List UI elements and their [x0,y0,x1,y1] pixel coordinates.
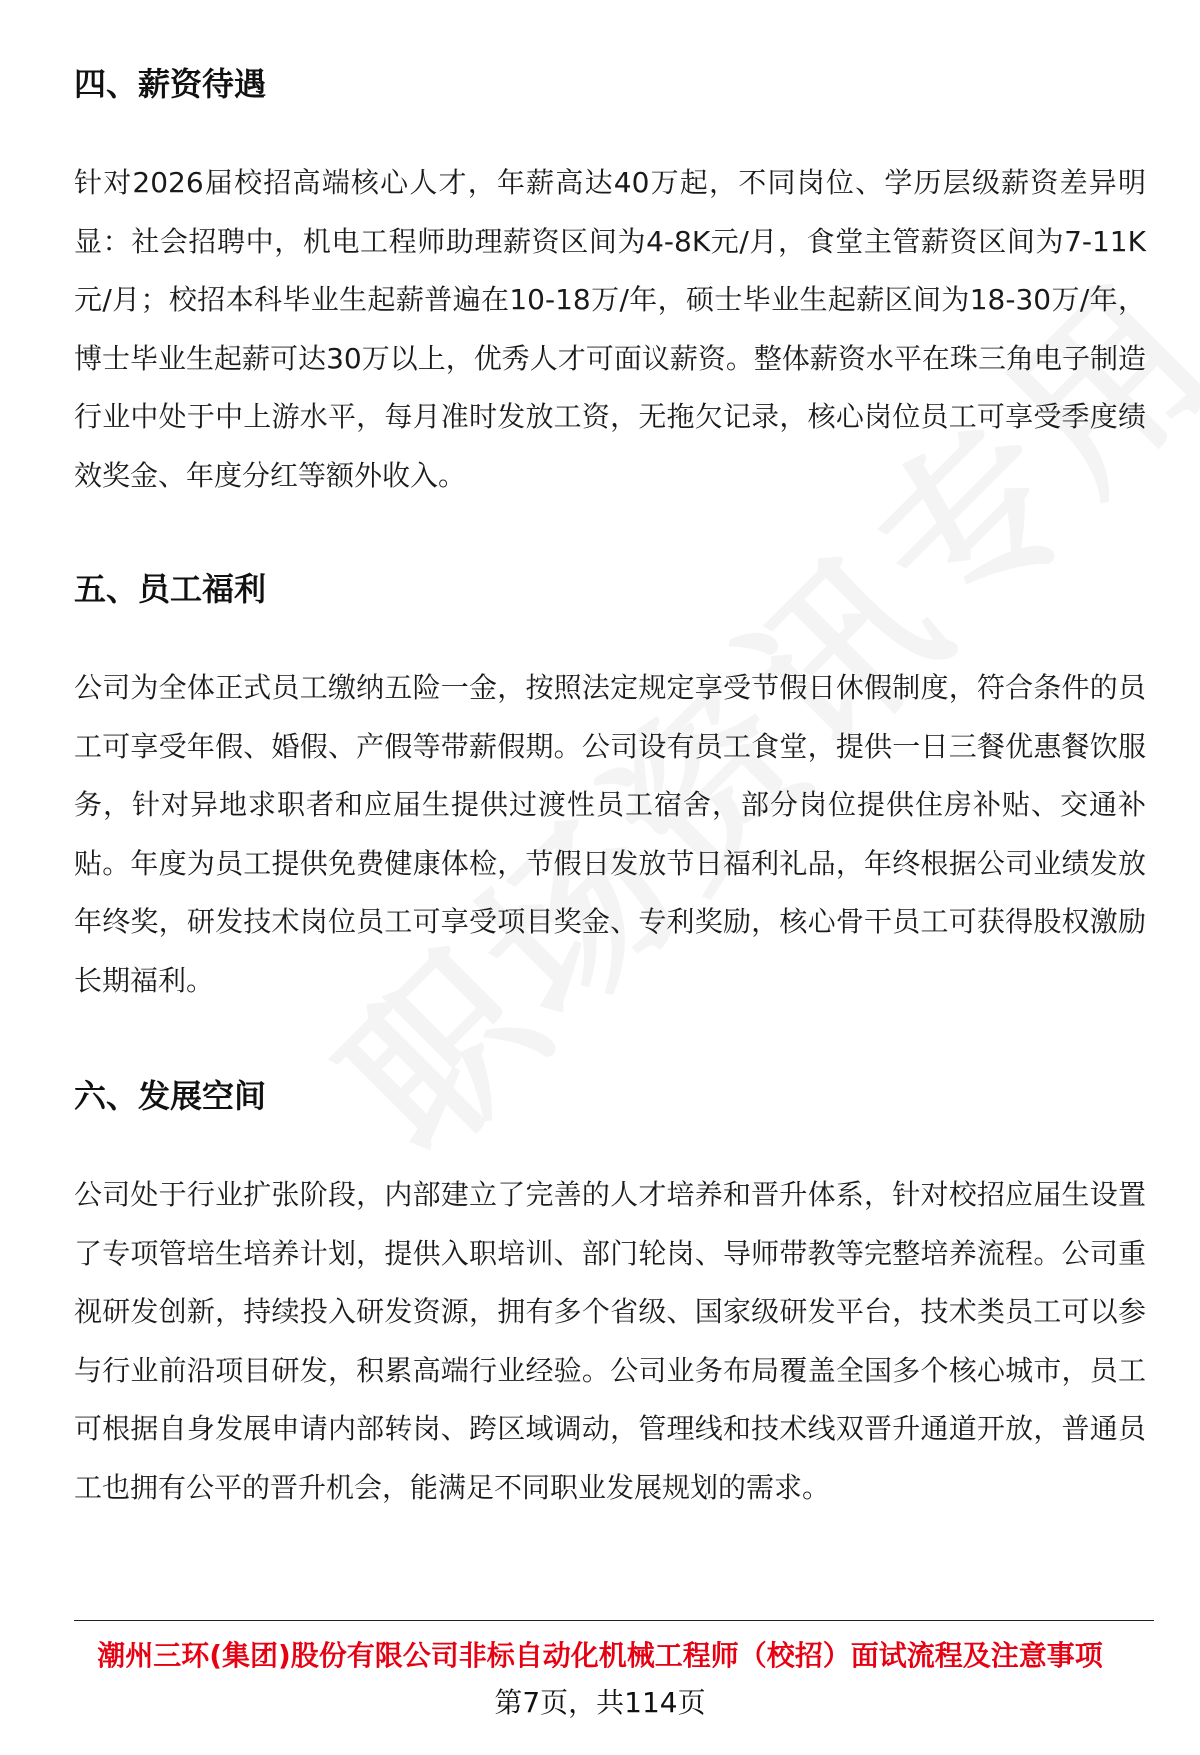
section-paragraph: 公司处于行业扩张阶段，内部建立了完善的人才培养和晋升体系，针对校招应届生设置了专项管培生培养计划，提供入职培训、部门轮岗、导师带教等完整培养流程。公司重视研发创新，持续投入研发资源，拥有多个省级、国家级研发平台，技术类员工可以参与行业前沿项目研发，积累高端行业经验。公司业务布局覆盖全国多个核心城市，员工可根据自身发展申请内部转岗、跨区域调动，管理线和技术线双晋升通道开放，普通员工也拥有公平的晋升机会，能满足不同职业发展规划的需求。 [74,1178,1146,1504]
section-heading: 四、薪资待遇 [74,65,267,103]
section-heading: 五、员工福利 [74,570,267,608]
section-development [74,1074,1146,1517]
section-paragraph: 公司为全体正式员工缴纳五险一金，按照法定规定享受节假日休假制度，符合条件的员工可享受年假、婚假、产假等带薪假期。公司设有员工食堂，提供一日三餐优惠餐饮服务，针对异地求职者和应届生提供过渡性员工宿舍，部分岗位提供住房补贴、交通补贴。年度为员工提供免费健康体检，节假日发放节日福利礼品，年终根据公司业绩发放年终奖，研发技术岗位员工可享受项目奖金、专利奖励，核心骨干员工可获得股权激励长期福利。 [74,671,1146,997]
section-benefits [74,567,1146,1010]
footer-divider [74,1620,1154,1621]
page-content [74,62,1146,1575]
section-paragraph: 针对2026届校招高端核心人才，年薪高达40万起，不同岗位、学历层级薪资差异明显：社会招聘中，机电工程师助理薪资区间为4-8K元/月，食堂主管薪资区间为7-11K元/月；校招本科毕业生起薪普遍在10-18万/年，硕士毕业生起薪区间为18-30万/年，博士毕业生起薪可达30万以上，优秀人才可面议薪资。整体薪资水平在珠三角电子制造行业中处于中上游水平，每月准时发放工资，无拖欠记录，核心岗位员工可享受季度绩效奖金、年度分红等额外收入。 [74,166,1146,492]
footer-document-title: 潮州三环(集团)股份有限公司非标自动化机械工程师（校招）面试流程及注意事项 [97,1639,1103,1672]
section-salary [74,62,1146,505]
section-heading: 六、发展空间 [74,1077,267,1115]
page-number: 第7页，共114页 [494,1686,706,1719]
